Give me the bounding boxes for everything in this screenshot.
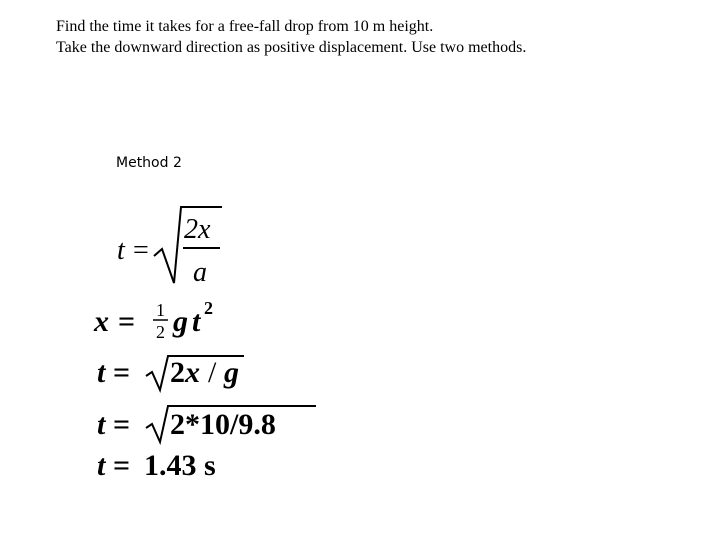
eq2-equals: = xyxy=(118,305,136,338)
equation-2 xyxy=(93,298,213,342)
eq3-equals: = xyxy=(113,356,131,389)
eq3-radicand-2x: 2x xyxy=(170,356,200,389)
eq3-slash: / xyxy=(208,356,217,389)
eq1-equals: = xyxy=(133,235,149,266)
problem-line-2: Take the downward direction as positive displacement. Use two methods. xyxy=(56,39,527,56)
eq3-lhs: t xyxy=(97,356,106,389)
eq3-x: x xyxy=(185,356,200,389)
equation-4 xyxy=(97,406,316,442)
eq1-lhs: t xyxy=(117,235,125,266)
eq5-value: 1.43 s xyxy=(144,449,216,482)
eq5-lhs: t xyxy=(97,449,106,482)
eq4-radicand: 2*10/9.8 xyxy=(170,408,276,441)
eq1-numerator: 2x xyxy=(184,214,211,245)
method-label: Method 2 xyxy=(116,155,182,171)
eq4-lhs: t xyxy=(97,408,106,441)
eq2-t: t xyxy=(192,305,201,338)
eq2-lhs: x xyxy=(94,305,109,338)
eq2-exponent: 2 xyxy=(204,298,213,318)
eq1-denominator: a xyxy=(193,257,207,288)
eq4-equals: = xyxy=(113,408,131,441)
equation-3 xyxy=(97,356,244,390)
eq5-equals: = xyxy=(113,449,131,482)
eq2-frac-numerator: 1 xyxy=(156,300,165,320)
eq2-frac-denominator: 2 xyxy=(156,322,165,342)
equation-5 xyxy=(97,449,216,482)
equation-1 xyxy=(117,207,222,288)
eq3-g: g xyxy=(224,356,239,389)
problem-line-1: Find the time it takes for a free-fall drop from 10 m height. xyxy=(56,18,434,35)
eq2-g: g xyxy=(173,305,188,338)
